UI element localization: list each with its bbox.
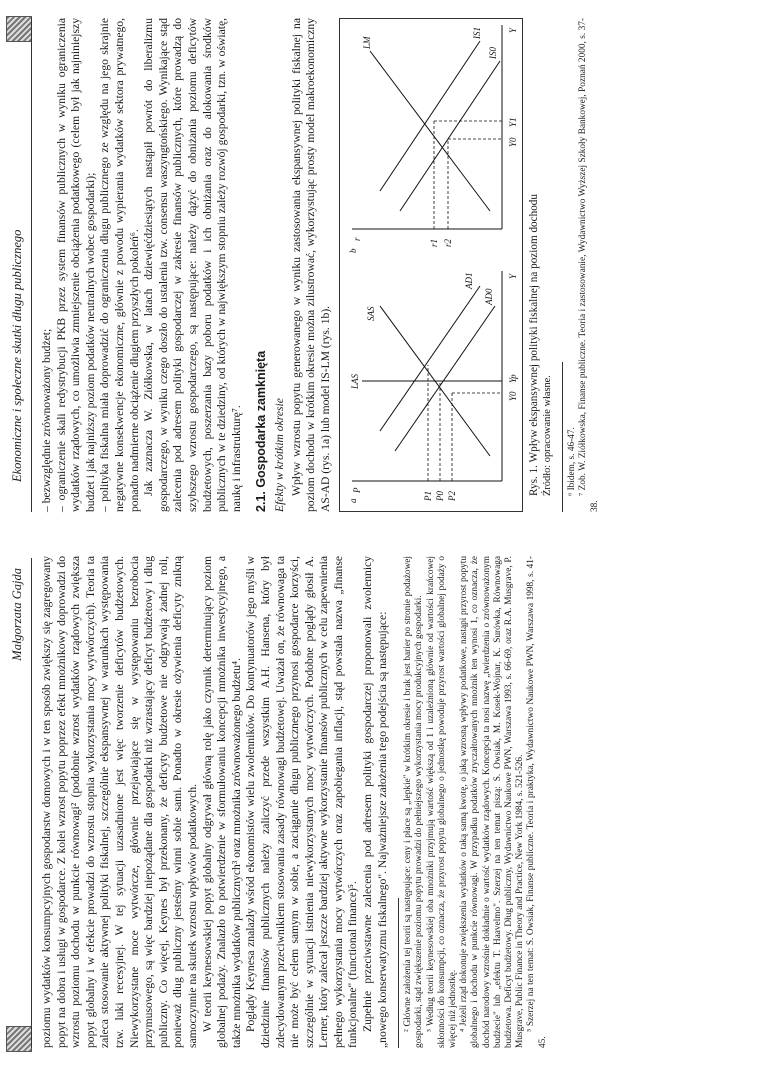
footnote: ⁵ Szerzej na ten temat: S. Owsiak, Finanse publiczne. Teoria i praktyka, Wydawnictwo Naukowe PWN, Warszawa 1998, s. 41-45.	[526, 556, 548, 1048]
y-axis-label: P	[352, 487, 363, 493]
curve-label: LAS	[350, 373, 361, 389]
paragraph: Wpływ wzrostu popytu generowanego w wyniku zastosowania ekspansywnej polityki fiskalnej na poziom dochodu w krótkim okresie można zilustrować, wykorzystując prosty model makroekonomiczny AS-AD (rys. 1a) lub model IS-LM (rys. 1b).	[289, 18, 332, 512]
subsection-title: Efekty w krótkim okresie	[272, 398, 286, 512]
y-axis-label: r	[352, 237, 363, 241]
figure-source: Źródło: opracowanie własne.	[542, 375, 554, 496]
list-item: – ograniczenie skali redystrybucji PKB przez system finansów publicznych w wyniku ograniczenia wydatków rządowych, co umożliwia zmniejszenie obciążenia podatkowego (celem był jak najniniejszy budżet i jak najniższy poziom podatków neutralnych wobec gospodarki);	[54, 18, 97, 512]
tick-label: Y0	[508, 137, 519, 147]
footnote: ² Główne założenia tej teorii są następujące: ceny i płace są „lepkie" w krótkim okresie i brak jest barier po stronie podażowej gospodarki, stąd zwiększenie poziomu popytu prowadzi do pełniejszego wykorzystania mocy produkcyjnych gospodarki.	[403, 556, 425, 1048]
tick-label: P2	[447, 491, 458, 501]
list-item: – polityka fiskalna miała doprowadzić do ograniczenia długu publicznego ze względu na jego skrajnie negatywne konsekwencje ekonomiczne, głównie z powodu wypierania wydatków sektora prywatnego, ponadto nadmierne obciążenie długiem przyszłych pokoleń⁶.	[98, 18, 141, 512]
tick-label: r1	[429, 238, 440, 247]
curve-label: SAS	[366, 306, 377, 321]
curve-label: IS1	[472, 27, 483, 39]
panel-label: b	[348, 248, 359, 253]
is0-curve	[400, 61, 500, 211]
figure-caption: Rys. 1. Wpływ ekspansywnej polityki fiskalnej na poziom dochodu	[528, 194, 541, 496]
ad1-curve	[380, 286, 480, 431]
footnote: ⁶ Ibidem, s. 46-47.	[567, 427, 578, 496]
tick-label: Y1	[508, 117, 519, 127]
paragraph: poziomu wydatków konsumpcyjnych gospodarstw domowych i w ten sposób zwiększy się zagregowany popyt na dobra i usługi w gospodarce. Z kolei wzrost popytu poprzez efekt mnożnikowy doprowadzi do wzrostu poziomu dochodu w punkcie równowagi² (podobnie wzrost wydatków rządowych zwiększa popyt globalny i w efekcie prowadzi do wzrostu stopnia wykorzystania mocy wytwórczych). Teoria ta zaleca stosowanie aktywnej polityki fiskalnej, szczególnie ekspansywnej w warunkach występowania tzw. luki recesyjnej. W tej sytuacji uzasadnione jest więc tworzenie deficytów budżetowych. Niewykorzystane moce wytwórcze, głównie przejawiające się w występowaniu bezrobocia przymusowego, są więc bardziej niepożądane dla gospodarki niż wzrastający deficyt budżetowy i dług publiczny. Co więcej, Keynes był przekonany, że deficyty budżetowe nie odgrywają żadnej roli, ponieważ dług publiczny jesteśmy winni sobie sami. Ponadto w okresie ożywienia deficyty znikną samoczynnie na skutek wzrostu wpływów podatkowych.	[40, 556, 199, 1048]
figure-diagram	[340, 17, 522, 511]
header-rule	[31, 18, 32, 512]
x-axis-label: Y	[508, 27, 519, 33]
paragraph: Jak zaznacza W. Ziółkowska, w latach dziewięćdziesiątych nastąpił powrót do liberalizmu gospodarczego, w wyniku czego doszło do ustalenia tzw. consensu waszyngtońskiego. Wynikające stąd zalecenia pod adresem polityki gospodarczej w zakresie finansów publicznych, które prowadzą do szybszego wzrostu gospodarczego, są następujące: należy dążyć do obniżania poziomu deficytów budżetowych, poszerzania bazy poboru podatków i ich obniżania oraz do alokowania środków publicznych w te dziedziny, od których w największym stopniu zależy rozwój gospodarki, tzn. w oświatę, naukę i infrastrukturę⁷.	[142, 18, 243, 512]
panel-b	[348, 25, 518, 253]
footnote-rule	[562, 362, 563, 512]
panel-a	[348, 271, 518, 503]
right-page-body	[40, 18, 601, 512]
section-title: 2.1. Gospodarka zamknięta	[254, 350, 269, 512]
tick-label: Y0	[508, 391, 519, 401]
list-item: – bezwzględnie zrównoważony budżet;	[40, 328, 53, 512]
lm-curve	[370, 51, 490, 211]
x-axis-label: Y	[508, 273, 519, 279]
right-page-header: Ekonomiczne i społeczne skutki długu publicznego	[10, 229, 24, 482]
curve-label: IS0	[488, 47, 499, 59]
paragraph: Poglądy Keynesa znalazły wśród ekonomistów wielu zwolenników. Do kontynuatorów jego myśli w dziedzinie finansów publicznych należy zaliczyć przede wszystkim A.H. Hansena, który był zdecydowanym przeciwnikiem stosowania zasady równowagi budżetowej. Uważał on, że równowaga ta nie może być celem samym w sobie, a zaciąganie długu publicznego przynosi gospodarce korzyści, szczególnie w sytuacji istnienia niewykorzystanych mocy wytwórczych. Podobne poglądy głosił A. Lerner, który zalecał jeszcze bardziej aktywne wykorzystanie finansów publicznych w celu zapewnienia pełnego wykorzystania mocy wytwórczych oraz zapobiegania inflacji, stąd powstała nazwa „finanse funkcjonalne" (functional finance)⁵.	[244, 556, 360, 1048]
figure	[339, 18, 523, 512]
footnote: ⁴ Jeżeli rząd dokonuje zwiększenia wydatków o taką samą kwotę, o jaką wzrosną wpływy podatkowe, nastąpi przyrost popytu globalnego i dochodu w punkcie równowagi. W przypadku podatków zryczałtowanych mnożnik ten wynosi 1, co oznacza, że dochód narodowy wzrośnie dokładnie o wartość wydatków rządowych. Koncepcja ta nosi nazwę „twierdzenia o zrównoważonym budżecie" lub „efektu T. Haavelmo". Szerzej na ten temat piszą: S. Owsiak, M. Kosek-Wojnar, K. Surówka, Równowaga budżetowa. Deficyt budżetowy. Dług publiczny, Wydawnictwo Naukowe PWN, Warszawa 1993, s. 66-69, oraz R.A. Musgrave, P. Musgrave, Public Finance in Theory and Practice, New York 1984, s. 521-526.	[459, 556, 526, 1048]
tick-label: r2	[443, 238, 454, 247]
footnote: ³ Według teorii keynesowskiej oba mnożniki przyjmują wartość większą od 1 i uzależnioną głównie od wartości krańcowej skłonności do konsumpcji, co oznacza, że przyrost popytu globalnego o jednostkę powoduje przyrost wartości globalnej podaży o więcej niż jednostkę.	[425, 556, 459, 1048]
left-page-body	[40, 556, 549, 1048]
footnote: ⁷ Zob. W. Ziółkowska, Finanse publiczne. Teoria i zastosowanie, Wydawnictwo Wyższej Szkoły Bankowej, Poznań 2000, s. 37-38.	[578, 18, 600, 512]
paragraph: Zupełnie przeciwstawne zalecenia pod adresem polityki gospodarczej proponowali zwolennicy „nowego konserwatyzmu fiskalnego". Najważniejsze założenia tego podejścia są następujące:	[361, 556, 389, 1048]
left-page	[0, 534, 760, 1068]
curve-label: AD0	[484, 288, 495, 305]
is1-curve	[380, 41, 480, 191]
tick-label: P0	[435, 491, 446, 501]
curve-label: AD1	[464, 272, 475, 289]
panel-label: a	[348, 498, 359, 503]
footnote-rule	[398, 898, 399, 1048]
tick-label: Yp	[508, 374, 519, 383]
tick-label: P1	[423, 491, 434, 501]
header-rule	[31, 558, 32, 1048]
left-page-header: Małgorzata Gajda	[10, 568, 24, 661]
curve-label: LM	[362, 36, 373, 49]
paragraph: W teorii keynesowskiej popyt globalny odgrywał główną rolę jako czynnik determinujący poziom globalnej podaży. Znalazło to potwierdzenie w sformułowaniu koncepcji mnożnika inwestycyjnego, a także mnożnika wydatków publicznych³ oraz mnożnika zrównoważonego budżetu⁴.	[200, 556, 243, 1048]
ad0-curve	[395, 306, 495, 451]
